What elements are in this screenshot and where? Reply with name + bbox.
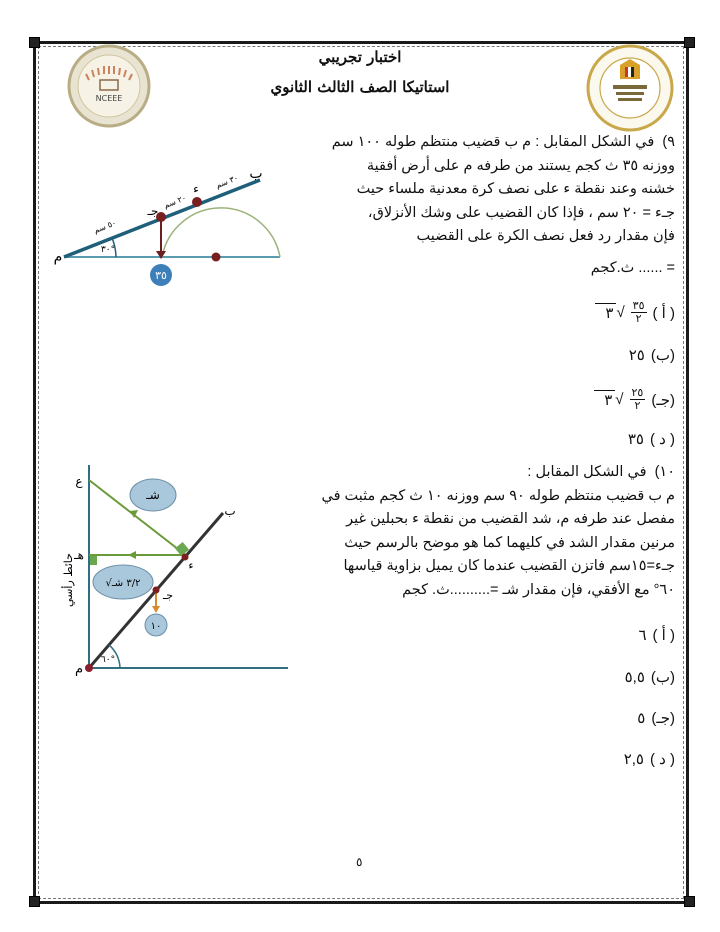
page-number: ٥ [356,855,363,869]
label-length-db: ٣٠ سم [214,173,240,191]
question-10-line: ٦٠° مع الأفقي، فإن مقدار شـ =..........ث. كجم [402,581,675,598]
fraction-denominator: ٢ [634,400,641,412]
question-10-line: جـء=١٥سم فاتزن القضيب عندما كان يميل بزاوية قياسها [343,558,675,574]
question-10-diagram [50,455,300,685]
question-10-line: م ب قضيب منتظم طوله ٩٠ سم ووزنه ١٠ ث كجم مثبت في [321,487,675,504]
label-length-jd: ٢٠ سم [162,193,188,211]
choice-value: ٢٥ [628,347,645,364]
fraction [631,300,647,325]
tension-label: √٣/٢ شـ [105,578,141,589]
question-number: ١٠) [654,464,675,480]
label-b: ب [249,166,263,182]
rope-arrow-icon [128,551,136,559]
choice-label: (جـ) [651,710,675,727]
choice-value: ٢,٥ [623,751,644,768]
fraction [630,387,646,412]
point-m [85,664,93,672]
square-root: √ ٣ [594,390,623,409]
choice-label: (ب) [650,347,675,364]
label-angle: ٦٠° [100,655,116,665]
question-9-line [292,131,675,155]
choice-a[interactable] [595,300,675,325]
border-corner [684,896,695,907]
label-h: هـ [74,548,84,562]
wall-label: حائط رأسي [62,553,75,607]
choice-c[interactable] [637,709,675,727]
nceee-logo [67,44,151,128]
choice-label: ( أ ) [652,627,675,644]
question-text: في الشكل المقابل : م ب قضيب منتظم طوله ١٠٠ سم [331,134,655,150]
exam-subtitle: استاتيكا الصف الثالث الثانوي [270,78,450,96]
radicand: ٣ [594,390,615,409]
label-j: جـ [147,204,159,218]
fraction-denominator: ٢ [635,313,642,325]
sphere-center [212,253,221,262]
right-angle-mark [90,556,97,565]
label-m: م [74,662,84,677]
label-b: ب [224,504,236,518]
hemisphere [162,208,280,257]
choice-value: ٦ [638,627,647,644]
question-10-line: مرنين مقدار الشد في كليهما كما هو موضح بالرسم حيث [344,534,675,551]
border-corner [29,896,40,907]
question-10-line: مفصل عند طرفه م، شد القضيب من نقطة ء بحبلين غير [346,511,675,527]
radicand: ٣ [595,303,616,322]
choice-label: ( د ) [649,751,675,768]
choice-value: ٣٥ [627,431,644,448]
question-9-line: ووزنه ٣٥ ث كجم يستند من طرفه م على أرض أفقية [366,157,675,174]
fraction-numerator: ٢٥ [631,387,644,399]
logo-text: NCEEE [95,94,123,103]
tension-label: شـ [146,488,160,502]
choice-label: ( أ ) [652,304,675,322]
question-10 [292,461,675,602]
choice-a[interactable] [638,626,675,644]
choice-value: ٥ [637,710,646,727]
exam-header [240,40,480,96]
choice-b[interactable] [625,668,675,686]
choice-d[interactable] [624,750,675,768]
choice-value: ٥,٥ [624,669,645,686]
exam-title: اختبار تجريبي [318,48,402,66]
choice-label: (جـ) [651,391,675,409]
label-length-mj: ٥٠ سم [92,218,118,236]
question-9-line: خشنه وعند نقطة ء على نصف كرة معدنية ملساء حيث [356,181,675,197]
question-9-diagram [50,160,290,290]
question-10-line [292,461,675,485]
label-d: ء [188,559,194,572]
label-d: ء [193,182,199,196]
point-j [153,587,160,594]
weight-arrow-icon [152,606,160,613]
border-corner [29,37,40,48]
label-j: جـ [162,589,174,602]
choice-b[interactable] [629,346,675,364]
square-root: √ ٣ [595,303,624,322]
border-corner [684,37,695,48]
weight-label: ٣٥ [155,269,167,282]
label-angle: ٣٠° [100,245,116,255]
label-k: ع [75,474,83,488]
question-9-line: جـء = ٢٠ سم ، فإذا كان القضيب على وشك الأنزلاق، [367,204,675,221]
question-number: ٩) [662,134,675,150]
choice-label: ( د ) [649,431,675,448]
question-9-line: فإن مقدار رد فعل نصف الكرة على القضيب [416,228,675,244]
point-d [192,197,202,207]
weight-label: ١٠ [150,621,162,632]
choice-c[interactable] [594,387,675,412]
choice-label: (ب) [650,669,675,686]
question-9 [292,131,675,280]
fraction-numerator: ٣٥ [632,300,645,312]
choice-d[interactable] [628,430,675,448]
question-9-line: = ...... ث.كجم [590,259,675,276]
question-heading: في الشكل المقابل : [527,464,647,480]
ministry-logo [585,43,675,133]
label-m: م [53,249,63,265]
